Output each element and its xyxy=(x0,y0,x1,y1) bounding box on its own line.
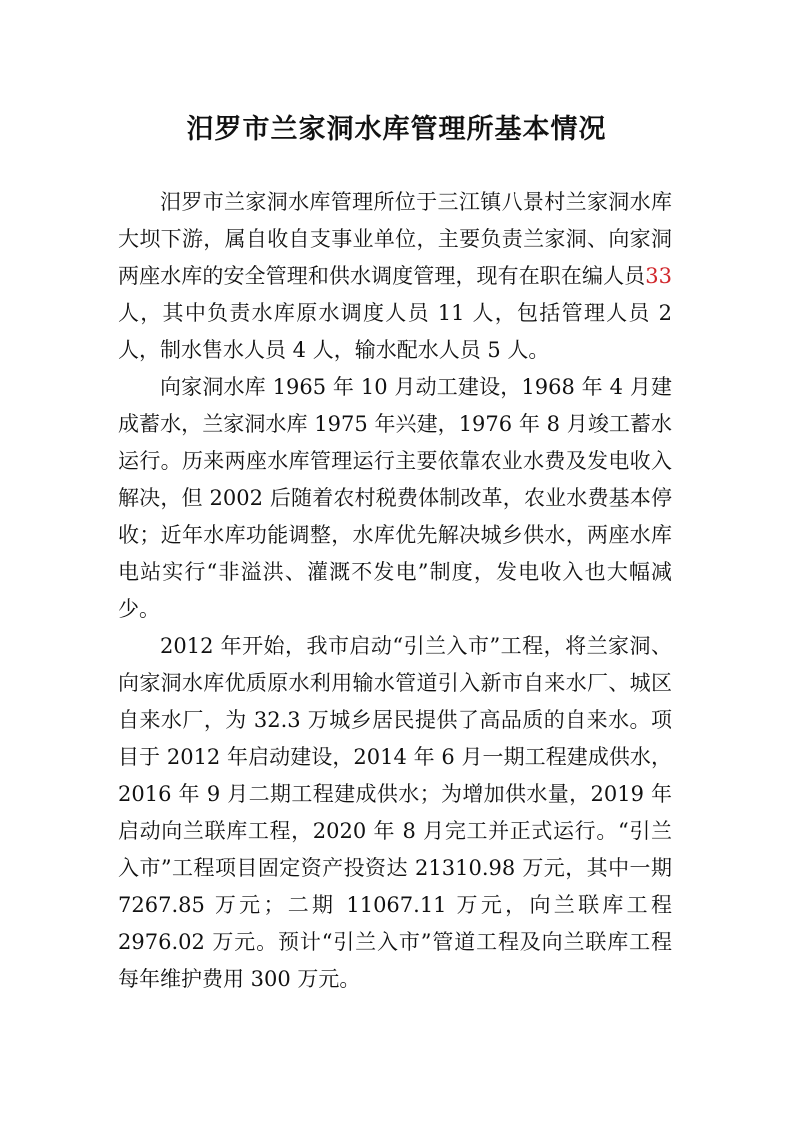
paragraph-project: 2012 年开始，我市启动“引兰入市”工程，将兰家洞、向家洞水库优质原水利用输水管道引入新市自来水厂、城区自来水厂，为 32.3 万城乡居民提供了高品质的自来水。项目于 2012 年启动建设，2014 年 6 月一期工程建成供水，2016 年 9 月二期工程建成供水；为增加供水量，2019 年启动向兰联库工程，2020 年 8 月完工并正式运行。“引兰入市”工程项目固定资产投资达 21310.98 万元，其中一期 7267.85 万元；二期 11067.11 万元，向兰联库工程 2976.02 万元。预计“引兰入市”管道工程及向兰联库工程每年维护费用 300 万元。 xyxy=(118,634,672,991)
paragraph-intro xyxy=(118,184,672,369)
document-body xyxy=(118,184,672,998)
paragraph-intro-part2: 人，其中负责水库原水调度人员 11 人，包括管理人员 2 人，制水售水人员 4 人，输水配水人员 5 人。 xyxy=(118,301,672,362)
page-title: 汨罗市兰家洞水库管理所基本情况 xyxy=(186,114,607,145)
staff-count-highlight: 33 xyxy=(645,264,672,288)
paragraph-intro-part1: 汨罗市兰家洞水库管理所位于三江镇八景村兰家洞水库大坝下游，属自收自支事业单位，主要负责兰家洞、向家洞两座水库的安全管理和供水调度管理，现有在职在编人员 xyxy=(118,190,672,288)
paragraph-history: 向家洞水库 1965 年 10 月动工建设，1968 年 4 月建成蓄水，兰家洞水库 1975 年兴建，1976 年 8 月竣工蓄水运行。历来两座水库管理运行主要依靠农业水费及发电收入解决，但 2002 后随着农村税费体制改革，农业水费基本停收；近年水库功能调整，水库优先解决城乡供水，两座水库电站实行“非溢洪、灌溉不发电”制度，发电收入也大幅减少。 xyxy=(118,375,672,621)
